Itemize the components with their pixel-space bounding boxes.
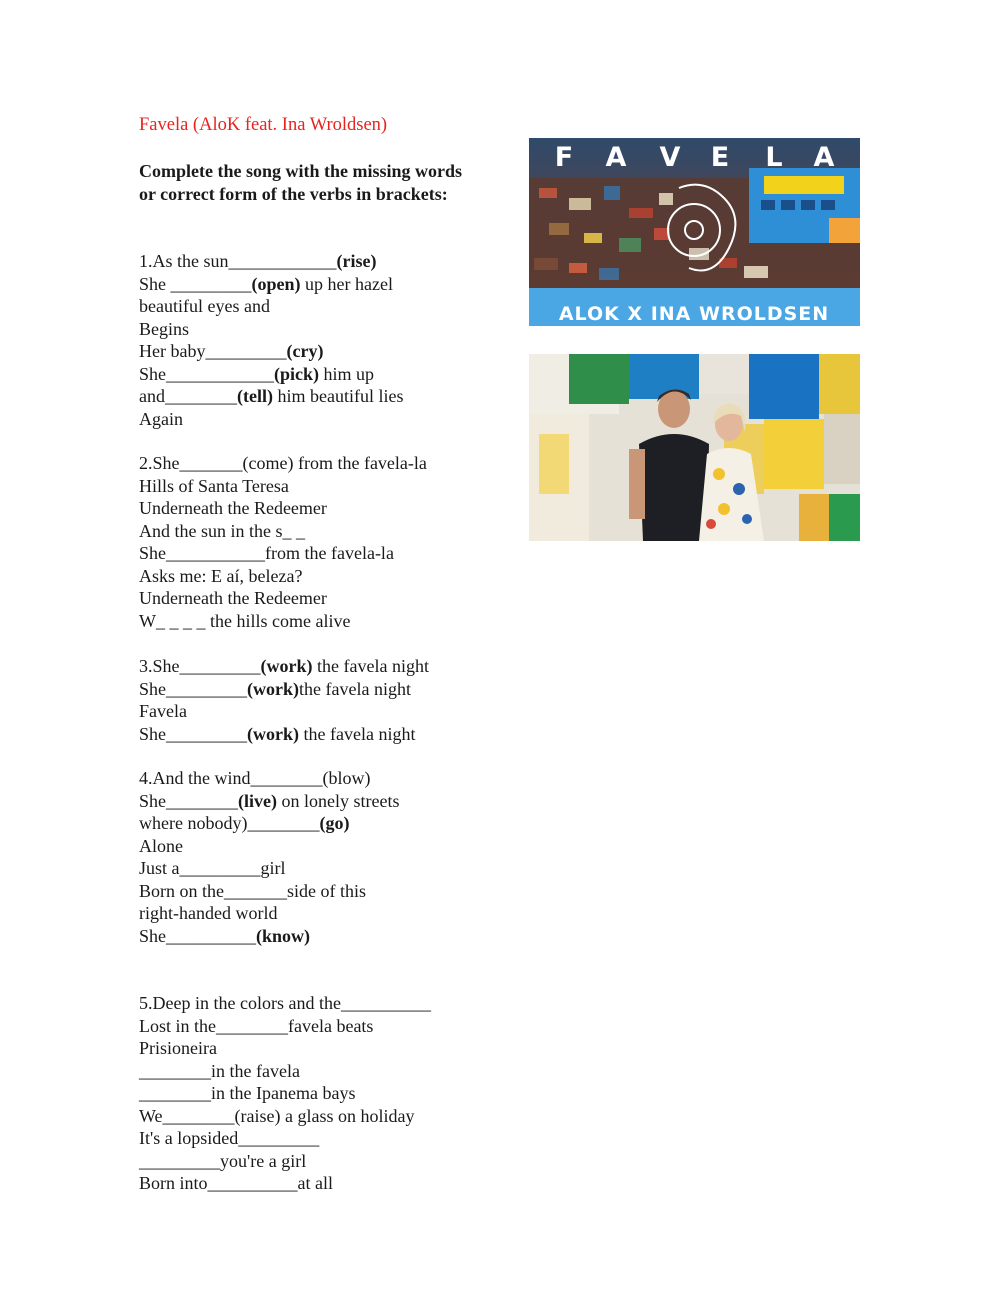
lyric-line [139, 992, 519, 1015]
verb-hint: (tell) [237, 386, 273, 406]
lyric-line [139, 678, 519, 701]
song-title: Favela (AloK feat. Ina Wroldsen) [139, 115, 388, 135]
verb-hint: (know) [256, 925, 311, 946]
lyric-line [139, 857, 519, 880]
album-cover-image [529, 138, 860, 326]
lyric-line [139, 1150, 519, 1173]
lyric-text: Underneath the Redeemer [139, 498, 327, 518]
verb-hint: (cry) [286, 341, 324, 361]
lyric-line [139, 902, 519, 925]
lyric-line [139, 408, 519, 431]
instructions: Complete the song with the missing words or correct form of the verbs in brackets: [139, 161, 463, 204]
lyric-text: It's a lopsided_________ [139, 1128, 320, 1148]
verse-5 [139, 992, 519, 1195]
lyric-text: right-handed world [139, 903, 278, 923]
lyric-line [139, 1082, 519, 1105]
lyric-text: on lonely streets [276, 790, 400, 811]
svg-text:A: A [605, 142, 627, 173]
lyric-line [139, 1105, 519, 1128]
verb-hint: (pick) [274, 363, 319, 384]
verse-1 [139, 250, 519, 430]
lyric-line [139, 385, 519, 408]
lyric-line [139, 835, 519, 858]
verse-3 [139, 655, 519, 745]
lyric-line [139, 497, 519, 520]
lyric-text: She__________ [139, 925, 256, 946]
lyric-text: Asks me: E aí, beleza? [139, 565, 303, 586]
lyric-text: She___________from the favela-la [139, 543, 394, 563]
lyric-line [139, 812, 519, 835]
lyric-text: beautiful eyes and [139, 296, 270, 316]
lyric-text: ________in the favela [139, 1060, 300, 1081]
lyric-line [139, 1015, 519, 1038]
lyric-line [139, 318, 519, 341]
verb-hint: (live) [238, 790, 277, 811]
lyric-text: She_________ [139, 678, 247, 699]
verb-hint: (open) [251, 273, 301, 294]
lyric-line [139, 925, 519, 948]
lyric-text: She _________ [139, 273, 252, 294]
lyric-text: Underneath the Redeemer [139, 588, 327, 608]
lyric-line [139, 363, 519, 386]
lyric-line [139, 452, 519, 475]
lyric-line [139, 700, 519, 723]
lyric-text: Her baby_________ [139, 341, 287, 361]
verse-2 [139, 452, 519, 632]
lyric-text: She____________ [139, 363, 274, 384]
verb-hint: (rise) [336, 251, 377, 271]
lyric-line [139, 767, 519, 790]
svg-text:V: V [659, 142, 681, 173]
lyric-line [139, 273, 519, 296]
verb-hint: (work) [247, 678, 299, 699]
artists-photo [529, 354, 860, 541]
lyric-text: We________(raise) a glass on holiday [139, 1105, 415, 1126]
lyric-text: Begins [139, 318, 190, 339]
lyric-text: 5.Deep in the colors and the__________ [139, 993, 431, 1013]
lyric-line [139, 520, 519, 543]
lyric-text: Born on the_______side of this [139, 880, 366, 901]
lyric-text: him beautiful lies [272, 386, 404, 406]
lyric-text: Favela [139, 701, 187, 721]
svg-text:F: F [554, 142, 574, 173]
lyric-text: up her hazel [300, 273, 393, 294]
lyric-text: ________in the Ipanema bays [139, 1083, 356, 1103]
lyric-text: him up [319, 363, 375, 384]
svg-text:A: A [813, 142, 835, 173]
lyric-line [139, 250, 519, 273]
verb-hint: (work) [247, 723, 299, 744]
lyric-text: 2.She_______(come) from the favela-la [139, 453, 427, 473]
verse-4 [139, 767, 519, 947]
lyric-line [139, 587, 519, 610]
lyric-text: _________you're a girl [139, 1150, 307, 1171]
lyric-text: Prisioneira [139, 1038, 217, 1058]
lyric-line [139, 790, 519, 813]
lyric-text: the favela night [312, 656, 429, 676]
lyric-line [139, 295, 519, 318]
lyric-text: And the sun in the s_ _ [139, 520, 305, 541]
lyric-line [139, 475, 519, 498]
lyric-text: 3.She_________ [139, 656, 261, 676]
lyric-text: the favela night [299, 678, 411, 699]
lyric-text: where nobody)________ [139, 813, 320, 833]
lyric-text: Again [139, 408, 183, 429]
lyric-line [139, 340, 519, 363]
lyric-text: Lost in the________favela beats [139, 1015, 374, 1036]
verb-hint: (go) [319, 813, 350, 833]
lyric-text: Just a_________girl [139, 858, 286, 878]
lyric-line [139, 655, 519, 678]
svg-text:L: L [765, 142, 783, 173]
lyric-line [139, 880, 519, 903]
lyric-line [139, 610, 519, 633]
lyric-line [139, 723, 519, 746]
lyric-text: Hills of Santa Teresa [139, 475, 289, 496]
lyric-text: the favela night [299, 723, 416, 744]
svg-text:E: E [710, 142, 730, 173]
lyric-line [139, 1037, 519, 1060]
lyric-line [139, 1172, 519, 1195]
lyric-text: 1.As the sun____________ [139, 251, 337, 271]
lyric-line [139, 542, 519, 565]
lyric-line [139, 565, 519, 588]
lyric-text: W_ _ _ _ the hills come alive [139, 610, 351, 631]
lyric-text: and________ [139, 386, 237, 406]
lyric-text: 4.And the wind________(blow) [139, 768, 371, 788]
verb-hint: (work) [260, 656, 313, 676]
lyric-text: Born into__________at all [139, 1173, 333, 1193]
lyric-text: She________ [139, 790, 238, 811]
cover-artist-text: ALOK X INA WROLDSEN [558, 303, 830, 325]
lyric-line [139, 1060, 519, 1083]
lyric-line [139, 1127, 519, 1150]
lyric-text: She_________ [139, 723, 247, 744]
lyric-text: Alone [139, 835, 183, 856]
